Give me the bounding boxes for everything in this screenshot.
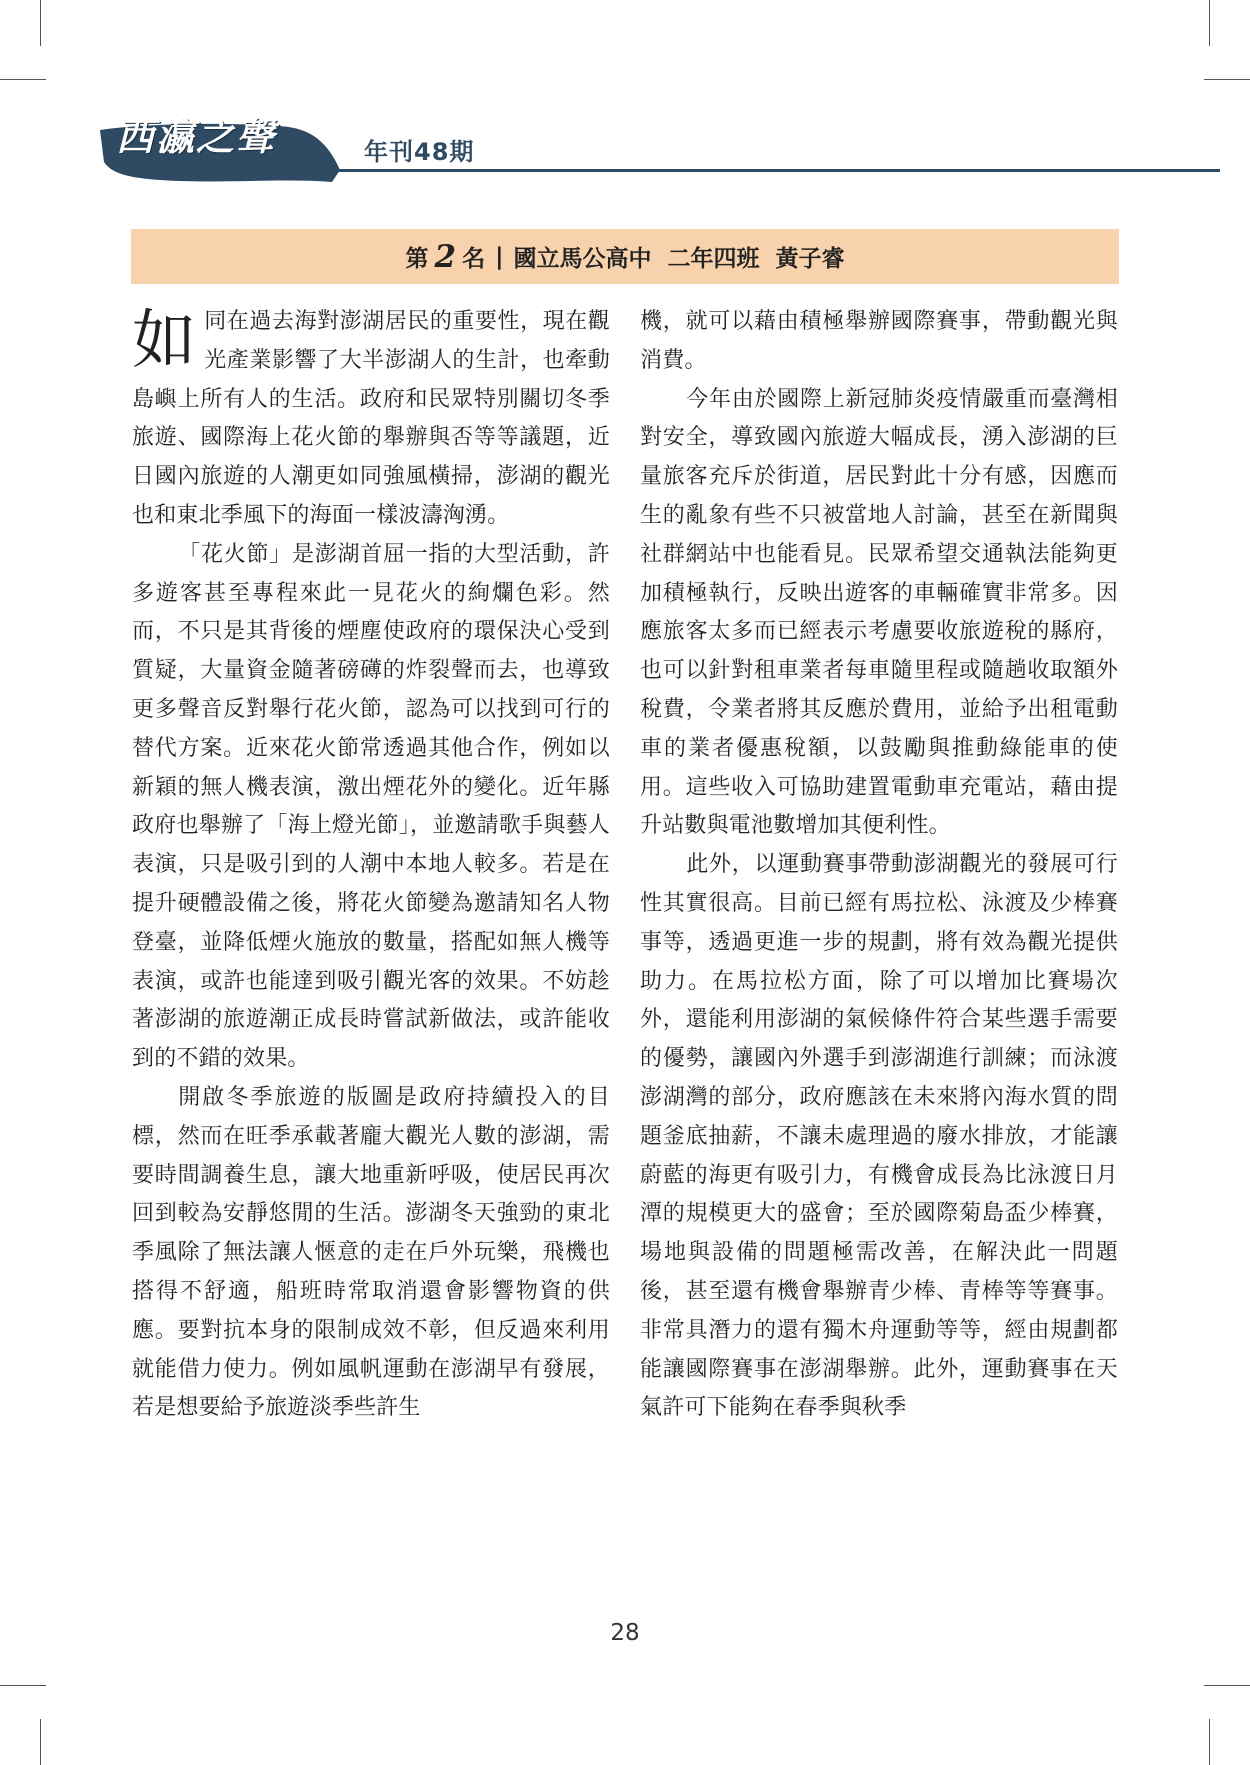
article-title-bar	[131, 229, 1119, 284]
crop-mark-top-right	[1209, 0, 1210, 46]
class-name: 二年四班	[667, 246, 760, 272]
article-column-right	[640, 303, 1118, 1428]
rank-prefix: 第	[405, 246, 429, 272]
paragraph: 如同在過去海對澎湖居民的重要性，現在觀光產業影響了大半澎湖人的生計，也牽動島嶼上所有人的生活。政府和民眾特別關切冬季旅遊、國際海上花火節的舉辦與否等等議題，近日國內旅遊的人潮更如同強風橫掃，澎湖的觀光也和東北季風下的海面一樣波濤洶湧。	[132, 304, 610, 528]
crop-mark-top-left-h	[0, 79, 46, 80]
title-separator: |	[495, 243, 504, 270]
issue-label: 年刊48期	[364, 138, 475, 166]
article-column-left	[132, 303, 610, 1428]
rank-number: 2	[434, 238, 457, 275]
paragraph: 開啟冬季旅遊的版圖是政府持續投入的目標，然而在旺季承載著龐大觀光人數的澎湖，需要時間調養生息，讓大地重新呼吸，使居民再次回到較為安靜悠閒的生活。澎湖冬天強勁的東北季風除了無法讓人愜意的走在戶外玩樂，飛機也搭得不舒適，船班時常取消還會影響物資的供應。要對抗本身的限制成效不彰，但反過來利用就能借力使力。例如風帆運動在澎湖早有發展，若是想要給予旅遊淡季些許生	[132, 1084, 610, 1421]
page-number: 28	[610, 1620, 640, 1646]
page-header	[100, 108, 1120, 178]
header-rule	[310, 169, 1220, 172]
magazine-title-logo: 西瀛之聲	[116, 114, 277, 159]
author-name: 黃子睿	[775, 246, 845, 272]
paragraph: 今年由於國際上新冠肺炎疫情嚴重而臺灣相對安全，導致國內旅遊大幅成長，湧入澎湖的巨量旅客充斥於街道，居民對此十分有感，因應而生的亂象有些不只被當地人討論，甚至在新聞與社群網站中也能看見。民眾希望交通執法能夠更加積極執行，反映出遊客的車輛確實非常多。因應旅客太多而已經表示考慮要收旅遊稅的縣府，也可以針對租車業者每車隨里程或隨趟收取額外稅費，令業者將其反應於費用，並給予出租電動車的業者優惠稅額，以鼓勵與推動綠能車的使用。這些收入可協助建置電動車充電站，藉由提升站數與電池數增加其便利性。	[640, 386, 1118, 839]
rank-suffix: 名	[462, 246, 486, 272]
crop-mark-top-left	[40, 0, 41, 46]
drop-cap: 如	[132, 304, 197, 378]
paragraph: 「花火節」是澎湖首屈一指的大型活動，許多遊客甚至專程來此一見花火的絢爛色彩。然而，不只是其背後的煙塵使政府的環保決心受到質疑，大量資金隨著磅礡的炸裂聲而去，也導致更多聲音反對舉行花火節，認為可以找到可行的替代方案。近來花火節常透過其他合作，例如以新穎的無人機表演，激出煙花外的變化。近年縣政府也舉辦了「海上燈光節」，並邀請歌手與藝人表演，只是吸引到的人潮中本地人較多。若是在提升硬體設備之後，將花火節變為邀請知名人物登臺，並降低煙火施放的數量，搭配如無人機等表演，或許也能達到吸引觀光客的效果。不妨趁著澎湖的旅遊潮正成長時嘗試新做法，或許能收到的不錯的效果。	[132, 541, 610, 1072]
crop-mark-bottom-right	[1209, 1719, 1210, 1765]
school-name: 國立馬公高中	[513, 246, 652, 272]
paragraph: 機，就可以藉由積極舉辦國際賽事，帶動觀光與消費。	[640, 309, 1118, 373]
crop-mark-bottom-left-h	[0, 1685, 46, 1686]
crop-mark-bottom-right-h	[1204, 1685, 1250, 1686]
crop-mark-bottom-left	[40, 1719, 41, 1765]
paragraph: 此外，以運動賽事帶動澎湖觀光的發展可行性其實很高。目前已經有馬拉松、泳渡及少棒賽事等，透過更進一步的規劃，將有效為觀光提供助力。在馬拉松方面，除了可以增加比賽場次外，還能利用澎湖的氣候條件符合某些選手需要的優勢，讓國內外選手到澎湖進行訓練；而泳渡澎湖灣的部分，政府應該在未來將內海水質的問題釜底抽薪，不讓未處理過的廢水排放，才能讓蔚藍的海更有吸引力，有機會成長為比泳渡日月潭的規模更大的盛會；至於國際菊島盃少棒賽，場地與設備的問題極需改善，在解決此一問題後，甚至還有機會舉辦青少棒、青棒等等賽事。非常具潛力的還有獨木舟運動等等，經由規劃都能讓國際賽事在澎湖舉辦。此外，運動賽事在天氣許可下能夠在春季與秋季	[640, 852, 1118, 1421]
crop-mark-top-right-h	[1204, 79, 1250, 80]
